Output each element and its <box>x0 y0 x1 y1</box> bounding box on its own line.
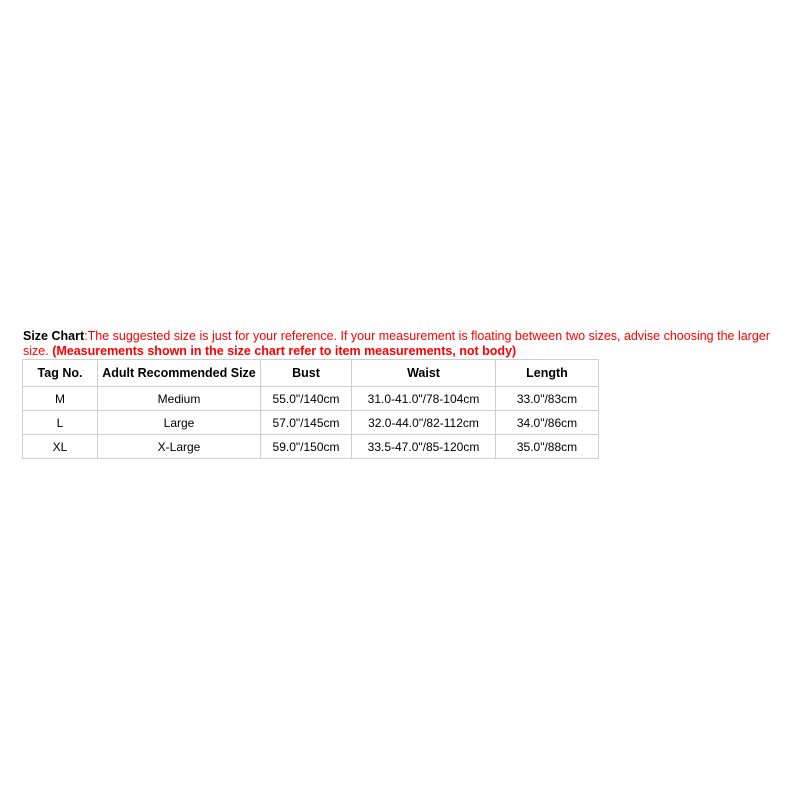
table-header-row <box>23 360 599 387</box>
cell-tag-no: L <box>23 411 98 435</box>
cell-waist: 32.0-44.0"/82-112cm <box>352 411 496 435</box>
cell-waist: 33.5-47.0"/85-120cm <box>352 435 496 459</box>
header-bust: Bust <box>261 360 352 387</box>
cell-bust: 59.0"/150cm <box>261 435 352 459</box>
header-length: Length <box>496 360 599 387</box>
size-chart-title: Size Chart <box>23 329 85 343</box>
cell-adult-recommended-size: Medium <box>98 387 261 411</box>
size-chart-note-bold: (Measurements shown in the size chart refer to item measurements, not body) <box>52 344 517 358</box>
cell-length: 33.0"/83cm <box>496 387 599 411</box>
cell-length: 34.0"/86cm <box>496 411 599 435</box>
table-row <box>23 387 599 411</box>
cell-adult-recommended-size: X-Large <box>98 435 261 459</box>
cell-waist: 31.0-41.0"/78-104cm <box>352 387 496 411</box>
table-row <box>23 411 599 435</box>
table-row <box>23 435 599 459</box>
cell-tag-no: M <box>23 387 98 411</box>
header-waist: Waist <box>352 360 496 387</box>
size-chart-note-text: :The suggested size is just for your reference. If your measurement is floating between two sizes, advise choosing the larger size. <box>23 329 770 358</box>
cell-length: 35.0"/88cm <box>496 435 599 459</box>
cell-tag-no: XL <box>23 435 98 459</box>
cell-adult-recommended-size: Large <box>98 411 261 435</box>
size-chart-note <box>23 329 783 359</box>
size-table <box>22 359 599 459</box>
header-tag-no: Tag No. <box>23 360 98 387</box>
cell-bust: 55.0"/140cm <box>261 387 352 411</box>
header-adult-recommended-size: Adult Recommended Size <box>98 360 261 387</box>
cell-bust: 57.0"/145cm <box>261 411 352 435</box>
